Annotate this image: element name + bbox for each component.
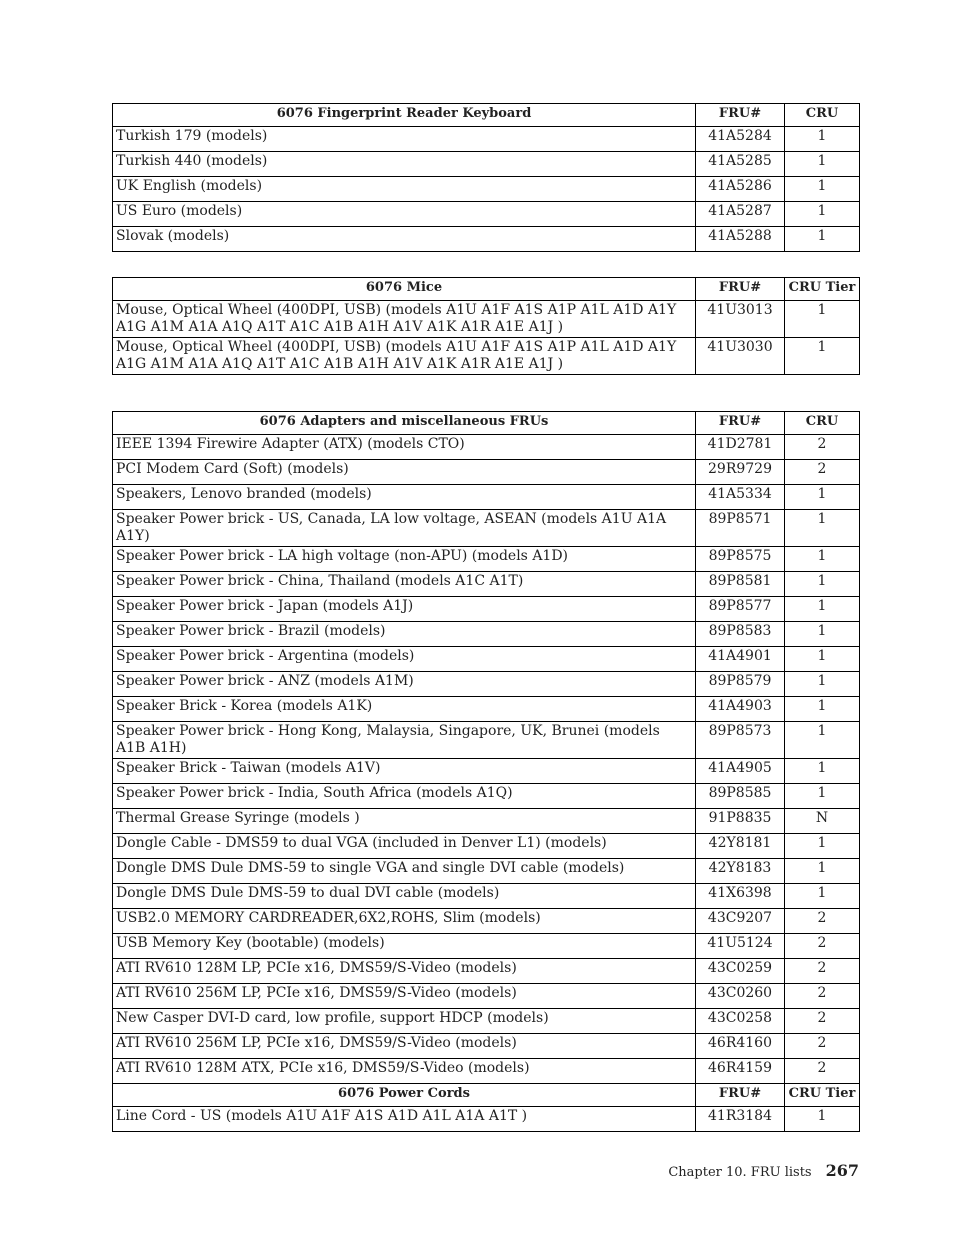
table-row — [113, 152, 860, 177]
description-cell: Speaker Power brick - Argentina (models) — [113, 647, 696, 672]
table-row — [113, 547, 860, 572]
table-header-row — [113, 1084, 860, 1107]
cru-cell: 2 — [785, 1009, 860, 1034]
table-row — [113, 834, 860, 859]
fru-number-cell: 41D2781 — [696, 435, 785, 460]
description-cell: Speaker Power brick - Hong Kong, Malaysia, Singapore, UK, Brunei (models A1B A1H) — [113, 722, 696, 759]
fru-number-cell: 89P8585 — [696, 784, 785, 809]
description-cell: UK English (models) — [113, 177, 696, 202]
description-cell: Turkish 179 (models) — [113, 127, 696, 152]
description-header: 6076 Fingerprint Reader Keyboard — [113, 104, 696, 127]
description-cell: Speaker Power brick - US, Canada, LA low voltage, ASEAN (models A1U A1A A1Y) — [113, 510, 696, 547]
cru-cell: 1 — [785, 572, 860, 597]
table-row — [113, 809, 860, 834]
description-cell: Line Cord - US (models A1U A1F A1S A1D A1L A1A A1T ) — [113, 1107, 696, 1132]
description-cell: Dongle DMS Dule DMS-59 to single VGA and single DVI cable (models) — [113, 859, 696, 884]
cru-cell: 1 — [785, 722, 860, 759]
fru-number-cell: 89P8573 — [696, 722, 785, 759]
cru-cell: 1 — [785, 338, 860, 375]
cru-cell: 2 — [785, 1034, 860, 1059]
description-cell: New Casper DVI-D card, low profile, support HDCP (models) — [113, 1009, 696, 1034]
cru-cell: 2 — [785, 435, 860, 460]
description-cell: ATI RV610 256M LP, PCIe x16, DMS59/S-Video (models) — [113, 1034, 696, 1059]
cru-cell: 1 — [785, 834, 860, 859]
mice-table — [112, 277, 860, 375]
table-row — [113, 884, 860, 909]
cru-cell: 1 — [785, 202, 860, 227]
fru-number-cell: 41A5284 — [696, 127, 785, 152]
fru-number-cell: 43C0260 — [696, 984, 785, 1009]
cru-cell: 1 — [785, 1107, 860, 1132]
fru-number-header: FRU# — [696, 412, 785, 435]
table-header-row — [113, 278, 860, 301]
table-row — [113, 597, 860, 622]
fru-number-cell: 43C0258 — [696, 1009, 785, 1034]
fru-number-header: FRU# — [696, 1084, 785, 1107]
fru-number-cell: 89P8575 — [696, 547, 785, 572]
fru-number-cell: 41A4901 — [696, 647, 785, 672]
description-cell: USB2.0 MEMORY CARDREADER,6X2,ROHS, Slim (models) — [113, 909, 696, 934]
description-cell: ATI RV610 256M LP, PCIe x16, DMS59/S-Video (models) — [113, 984, 696, 1009]
table-row — [113, 959, 860, 984]
cru-cell: 1 — [785, 759, 860, 784]
description-cell: Speaker Power brick - India, South Africa (models A1Q) — [113, 784, 696, 809]
cru-cell: 1 — [785, 597, 860, 622]
cru-cell: 1 — [785, 859, 860, 884]
fingerprint-keyboard-table — [112, 103, 860, 252]
description-cell: Slovak (models) — [113, 227, 696, 252]
cru-cell: 1 — [785, 622, 860, 647]
table-row — [113, 510, 860, 547]
description-cell: Speaker Power brick - Brazil (models) — [113, 622, 696, 647]
table-row — [113, 909, 860, 934]
description-cell: Speakers, Lenovo branded (models) — [113, 485, 696, 510]
table-row — [113, 435, 860, 460]
fru-number-cell: 41A5334 — [696, 485, 785, 510]
description-header: 6076 Power Cords — [113, 1084, 696, 1107]
table-row — [113, 622, 860, 647]
fru-number-cell: 89P8579 — [696, 672, 785, 697]
description-cell: Speaker Brick - Taiwan (models A1V) — [113, 759, 696, 784]
description-cell: Dongle DMS Dule DMS-59 to dual DVI cable (models) — [113, 884, 696, 909]
table-header-row — [113, 104, 860, 127]
table-row — [113, 485, 860, 510]
fru-number-cell: 41U3013 — [696, 301, 785, 338]
description-cell: PCI Modem Card (Soft) (models) — [113, 460, 696, 485]
fru-number-header: FRU# — [696, 104, 785, 127]
description-cell: USB Memory Key (bootable) (models) — [113, 934, 696, 959]
cru-cell: 1 — [785, 547, 860, 572]
fru-number-cell: 43C9207 — [696, 909, 785, 934]
fru-number-cell: 89P8583 — [696, 622, 785, 647]
fru-number-cell: 41A5286 — [696, 177, 785, 202]
description-cell: Dongle Cable - DMS59 to dual VGA (included in Denver L1) (models) — [113, 834, 696, 859]
fru-number-cell: 91P8835 — [696, 809, 785, 834]
cru-header: CRU — [785, 412, 860, 435]
table-row — [113, 984, 860, 1009]
cru-cell: 1 — [785, 510, 860, 547]
cru-cell: 2 — [785, 1059, 860, 1084]
table-row — [113, 227, 860, 252]
fru-number-header: FRU# — [696, 278, 785, 301]
cru-header: CRU — [785, 104, 860, 127]
fru-number-cell: 41A5285 — [696, 152, 785, 177]
description-cell: ATI RV610 128M LP, PCIe x16, DMS59/S-Video (models) — [113, 959, 696, 984]
table-row — [113, 127, 860, 152]
cru-cell: 2 — [785, 959, 860, 984]
cru-header: CRU Tier — [785, 1084, 860, 1107]
table-row — [113, 202, 860, 227]
fru-number-cell: 42Y8183 — [696, 859, 785, 884]
description-cell: Mouse, Optical Wheel (400DPI, USB) (models A1U A1F A1S A1P A1L A1D A1Y A1G A1M A1A A1Q A1T A1C A1B A1H A1V A1K A1R A1E A1J ) — [113, 301, 696, 338]
cru-cell: 2 — [785, 909, 860, 934]
table-row — [113, 1009, 860, 1034]
cru-cell: 1 — [785, 127, 860, 152]
table-row — [113, 934, 860, 959]
table-row — [113, 1059, 860, 1084]
cru-cell: 1 — [785, 227, 860, 252]
fru-number-cell: 41X6398 — [696, 884, 785, 909]
fru-number-cell: 42Y8181 — [696, 834, 785, 859]
description-header: 6076 Mice — [113, 278, 696, 301]
page-footer — [668, 1161, 859, 1180]
table-header-row — [113, 412, 860, 435]
cru-header: CRU Tier — [785, 278, 860, 301]
cru-cell: 1 — [785, 697, 860, 722]
description-cell: Speaker Power brick - LA high voltage (non-APU) (models A1D) — [113, 547, 696, 572]
table-row — [113, 759, 860, 784]
cru-cell: 1 — [785, 152, 860, 177]
description-cell: Speaker Power brick - ANZ (models A1M) — [113, 672, 696, 697]
table-row — [113, 647, 860, 672]
table-row — [113, 177, 860, 202]
table-row — [113, 672, 860, 697]
fru-number-cell: 89P8571 — [696, 510, 785, 547]
cru-cell: 2 — [785, 460, 860, 485]
page-number: 267 — [825, 1161, 859, 1180]
description-cell: Mouse, Optical Wheel (400DPI, USB) (models A1U A1F A1S A1P A1L A1D A1Y A1G A1M A1A A1Q A1T A1C A1B A1H A1V A1K A1R A1E A1J ) — [113, 338, 696, 375]
cru-cell: 1 — [785, 485, 860, 510]
fru-number-cell: 41R3184 — [696, 1107, 785, 1132]
table-row — [113, 1034, 860, 1059]
table-row — [113, 1107, 860, 1132]
fru-number-cell: 41A4903 — [696, 697, 785, 722]
fru-number-cell: 41A5287 — [696, 202, 785, 227]
cru-cell: 1 — [785, 647, 860, 672]
fru-number-cell: 41U5124 — [696, 934, 785, 959]
power-cords-table — [112, 1083, 860, 1132]
cru-cell: 1 — [785, 784, 860, 809]
description-cell: Turkish 440 (models) — [113, 152, 696, 177]
cru-cell: 1 — [785, 672, 860, 697]
fru-number-cell: 41U3030 — [696, 338, 785, 375]
fru-number-cell: 89P8581 — [696, 572, 785, 597]
table-row — [113, 338, 860, 375]
chapter-label: Chapter 10. FRU lists — [668, 1165, 812, 1180]
table-row — [113, 697, 860, 722]
description-cell: Speaker Power brick - China, Thailand (models A1C A1T) — [113, 572, 696, 597]
table-row — [113, 301, 860, 338]
table-row — [113, 859, 860, 884]
cru-cell: 1 — [785, 884, 860, 909]
table-row — [113, 460, 860, 485]
description-cell: IEEE 1394 Firewire Adapter (ATX) (models CTO) — [113, 435, 696, 460]
description-cell: US Euro (models) — [113, 202, 696, 227]
description-cell: Thermal Grease Syringe (models ) — [113, 809, 696, 834]
fru-number-cell: 46R4160 — [696, 1034, 785, 1059]
table-row — [113, 722, 860, 759]
description-header: 6076 Adapters and miscellaneous FRUs — [113, 412, 696, 435]
fru-number-cell: 41A4905 — [696, 759, 785, 784]
description-cell: Speaker Brick - Korea (models A1K) — [113, 697, 696, 722]
adapters-misc-table — [112, 411, 860, 1084]
cru-cell: 1 — [785, 301, 860, 338]
description-cell: ATI RV610 128M ATX, PCIe x16, DMS59/S-Video (models) — [113, 1059, 696, 1084]
description-cell: Speaker Power brick - Japan (models A1J) — [113, 597, 696, 622]
table-row — [113, 572, 860, 597]
table-row — [113, 784, 860, 809]
cru-cell: 2 — [785, 934, 860, 959]
cru-cell: 1 — [785, 177, 860, 202]
fru-number-cell: 89P8577 — [696, 597, 785, 622]
fru-number-cell: 46R4159 — [696, 1059, 785, 1084]
fru-number-cell: 41A5288 — [696, 227, 785, 252]
cru-cell: 2 — [785, 984, 860, 1009]
fru-number-cell: 43C0259 — [696, 959, 785, 984]
cru-cell: N — [785, 809, 860, 834]
fru-number-cell: 29R9729 — [696, 460, 785, 485]
